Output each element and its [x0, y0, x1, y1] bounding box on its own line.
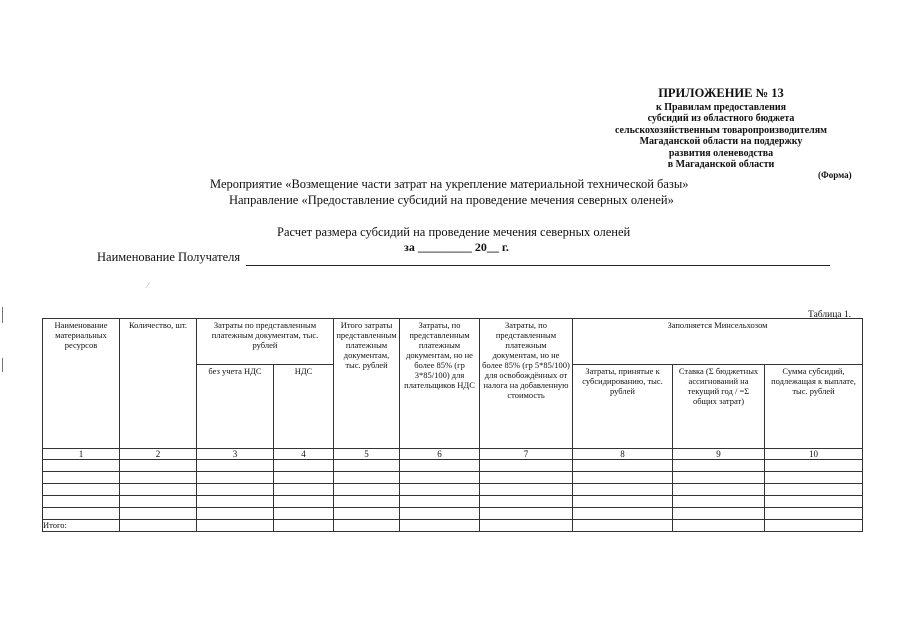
scan-speck: ⁄ — [147, 281, 149, 290]
table-cell[interactable] — [400, 520, 480, 532]
table-cell[interactable] — [274, 460, 334, 472]
table-cell[interactable] — [573, 460, 673, 472]
table-cell[interactable] — [573, 496, 673, 508]
table-cell[interactable] — [765, 472, 863, 484]
appendix-line: развития оленеводства — [668, 147, 774, 159]
table-cell[interactable] — [765, 520, 863, 532]
col-header-quantity: Количество, шт. — [120, 319, 197, 449]
col-header-total-costs: Итого затраты представленным платежным документам, тыс. рублей — [334, 319, 400, 449]
column-number: 3 — [197, 449, 274, 460]
table-row — [43, 460, 863, 472]
appendix-line: сельскохозяйственным товаропроизводителям — [614, 124, 827, 136]
table-cell[interactable] — [197, 472, 274, 484]
col-header-vat: НДС — [274, 365, 334, 449]
direction-line: Направление «Предоставление субсидий на проведение мечения северных оленей» — [229, 193, 674, 207]
column-number: 8 — [573, 449, 673, 460]
table-cell[interactable] — [480, 496, 573, 508]
table-cell[interactable] — [120, 460, 197, 472]
col-header-rate: Ставка (Σ бюджетных ассигнований на текущий год / =Σ общих затрат) — [673, 365, 765, 449]
recipient-underline — [246, 265, 830, 266]
appendix-title: ПРИЛОЖЕНИЕ № 13 — [658, 86, 784, 100]
col-header-without-vat: без учета НДС — [197, 365, 274, 449]
table-cell[interactable] — [334, 520, 400, 532]
table-cell[interactable] — [765, 496, 863, 508]
table-cell[interactable] — [43, 508, 120, 520]
table-cell[interactable] — [480, 460, 573, 472]
appendix-line: в Магаданской области — [667, 159, 775, 170]
col-header-resources: Наименование материальных ресурсов — [43, 319, 120, 449]
col-header-costs-group: Затраты по представленным платежным документам, тыс. рублей — [197, 319, 334, 365]
appendix-line: субсидий из областного бюджета — [647, 113, 795, 124]
period-line: за _________ 20__ г. — [404, 240, 509, 254]
recipient-label: Наименование Получателя — [97, 250, 241, 264]
table-cell[interactable] — [334, 460, 400, 472]
table-cell[interactable] — [274, 484, 334, 496]
column-number: 9 — [673, 449, 765, 460]
total-row — [43, 520, 863, 532]
scan-margin-mark — [2, 307, 3, 323]
column-number: 2 — [120, 449, 197, 460]
column-numbers-row — [43, 449, 863, 460]
table-cell[interactable] — [197, 520, 274, 532]
table-cell[interactable] — [43, 484, 120, 496]
table-cell[interactable] — [573, 520, 673, 532]
table-cell[interactable] — [673, 508, 765, 520]
subsidy-table — [42, 318, 863, 532]
calc-title: Расчет размера субсидий на проведение мечения северных оленей — [277, 225, 631, 239]
table-cell[interactable] — [673, 520, 765, 532]
column-number: 4 — [274, 449, 334, 460]
table-cell[interactable] — [765, 484, 863, 496]
column-number: 1 — [43, 449, 120, 460]
table-cell[interactable] — [274, 496, 334, 508]
appendix-header — [591, 88, 851, 171]
table-cell[interactable] — [480, 508, 573, 520]
table-cell[interactable] — [274, 472, 334, 484]
table-cell[interactable] — [120, 508, 197, 520]
table-row — [43, 484, 863, 496]
table-cell[interactable] — [573, 472, 673, 484]
table-cell[interactable] — [400, 460, 480, 472]
table-cell[interactable] — [480, 520, 573, 532]
table-cell[interactable] — [765, 508, 863, 520]
table-cell[interactable] — [120, 496, 197, 508]
col-header-vat-payers: Затраты, по представленным платежным документам, но не более 85% (гр 3*85/100) для плательщиков НДС — [400, 319, 480, 449]
scan-margin-mark — [2, 358, 3, 372]
column-number: 10 — [765, 449, 863, 460]
total-label: Итого: — [43, 520, 120, 532]
table-cell[interactable] — [120, 472, 197, 484]
col-header-subsidy-amount: Сумма субсидий, подлежащая к выплате, тыс. рублей — [765, 365, 863, 449]
table-cell[interactable] — [400, 472, 480, 484]
table-row — [43, 472, 863, 484]
table-cell[interactable] — [673, 484, 765, 496]
table-cell[interactable] — [673, 460, 765, 472]
table-cell[interactable] — [197, 508, 274, 520]
table-cell[interactable] — [274, 520, 334, 532]
table-cell[interactable] — [43, 472, 120, 484]
column-number: 5 — [334, 449, 400, 460]
col-header-accepted-costs: Затраты, принятые к субсидированию, тыс. рублей — [573, 365, 673, 449]
column-number: 7 — [480, 449, 573, 460]
table-cell[interactable] — [673, 496, 765, 508]
table-cell[interactable] — [334, 508, 400, 520]
col-header-vat-exempt: Затраты, по представленным платежным документам, но не более 85% (гр 5*85/100) для освобождённых от налога на добавленную стоимость — [480, 319, 573, 449]
table-cell[interactable] — [334, 496, 400, 508]
table-cell[interactable] — [573, 484, 673, 496]
table-cell[interactable] — [400, 484, 480, 496]
col-header-ministry-group: Заполняется Минсельхозом — [573, 319, 863, 365]
table-cell[interactable] — [120, 520, 197, 532]
table-cell[interactable] — [480, 484, 573, 496]
event-line: Мероприятие «Возмещение части затрат на укрепление материальной технической базы» — [210, 177, 689, 191]
table-cell[interactable] — [334, 472, 400, 484]
table-cell[interactable] — [765, 460, 863, 472]
appendix-line: к Правилам предоставления — [655, 101, 787, 113]
table-row — [43, 496, 863, 508]
appendix-line: Магаданской области на поддержку — [639, 136, 803, 147]
table-cell[interactable] — [400, 508, 480, 520]
table-cell[interactable] — [274, 508, 334, 520]
table-cell[interactable] — [480, 472, 573, 484]
table-cell[interactable] — [43, 496, 120, 508]
table-cell[interactable] — [673, 472, 765, 484]
table-cell[interactable] — [197, 484, 274, 496]
form-label: (Форма) — [818, 170, 852, 180]
table-caption: Таблица 1. — [808, 310, 852, 320]
table-cell[interactable] — [400, 496, 480, 508]
column-number: 6 — [400, 449, 480, 460]
table-row — [43, 508, 863, 520]
table-cell[interactable] — [573, 508, 673, 520]
table-cell[interactable] — [197, 460, 274, 472]
table-cell[interactable] — [120, 484, 197, 496]
table-cell[interactable] — [197, 496, 274, 508]
table-cell[interactable] — [43, 460, 120, 472]
table-cell[interactable] — [334, 484, 400, 496]
